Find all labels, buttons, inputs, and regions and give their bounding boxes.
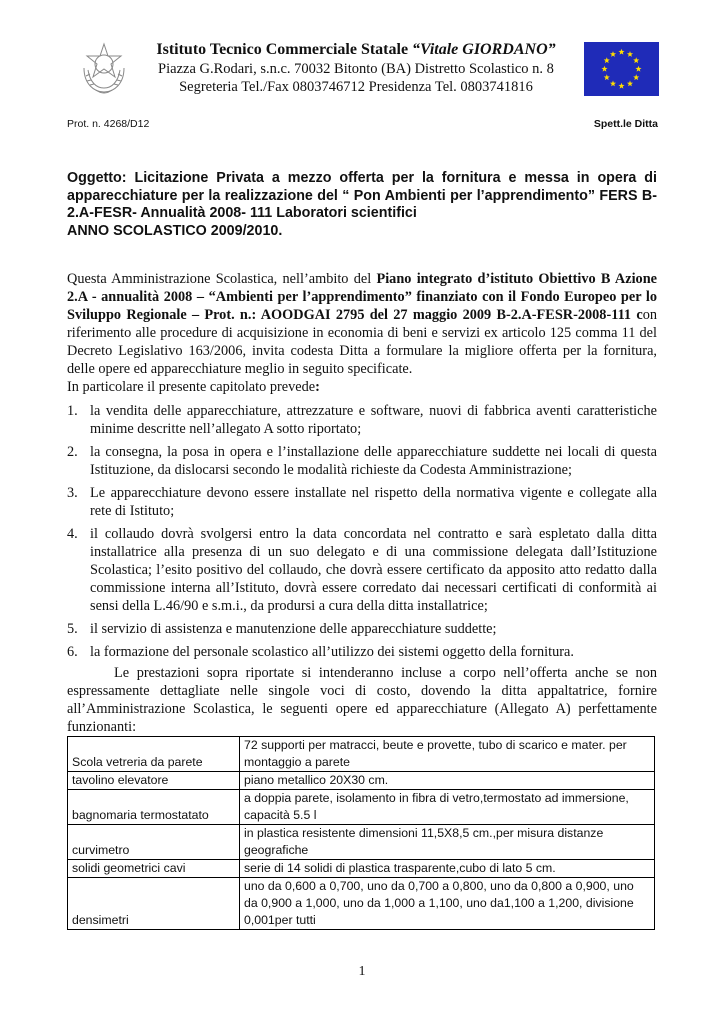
table-row <box>68 737 655 772</box>
table-row <box>68 860 655 878</box>
item-description: piano metallico 20X30 cm. <box>240 772 655 790</box>
intro-part2: on riferimento alle procedure di acquisizione in economia di beni e servizi ex articolo 125 comma 11 del Decreto Legislativo 163/2006, invita codesta Ditta a formulare la migliore offerta per la fornitura, delle opere ed apparecchiature meglio in seguito specificate. <box>67 307 657 377</box>
flag-star <box>635 66 641 72</box>
item-name: solidi geometrici cavi <box>68 860 240 878</box>
item-name: curvimetro <box>68 825 240 860</box>
flag-star <box>627 51 633 57</box>
italian-republic-emblem-icon <box>78 40 130 96</box>
flag-star <box>604 74 610 80</box>
list-item-text: il servizio di assistenza e manutenzione delle apparecchiature suddette; <box>90 621 497 637</box>
school-year: ANNO SCOLASTICO 2009/2010. <box>67 222 283 239</box>
item-name: densimetri <box>68 878 240 930</box>
letterhead <box>140 40 572 96</box>
list-item-number: 5. <box>67 621 78 637</box>
list-item-number: 6. <box>67 644 78 660</box>
intro-project-reference: Piano integrato d’istituto Obiettivo B Azione 2.A - annualità 2008 – “Ambienti per l’apprendimento” finanziato con il Fondo Europeo per lo Sviluppo Regionale – Prot. n.: AOODGAI 2795 del 27 maggio 2009 B-2.A-FESR-2008-111 c <box>67 271 657 323</box>
item-description: in plastica resistente dimensioni 11,5X8,5 cm.,per misura distanze geografiche <box>240 825 655 860</box>
recipient: Spett.le Ditta <box>593 118 658 130</box>
list-item <box>67 620 657 638</box>
list-item-text: la formazione del personale scolastico all’utilizzo dei sistemi oggetto della fornitura. <box>90 644 574 660</box>
list-item <box>67 443 657 479</box>
flag-star <box>610 81 616 87</box>
flag-star <box>618 83 624 89</box>
list-item-number: 3. <box>67 485 78 501</box>
list-item <box>67 484 657 520</box>
flag-star <box>601 66 607 72</box>
list-item-text: il collaudo dovrà svolgersi entro la data concordata nel contratto e sarà espletato dalla ditta installatrice alla presenza di un suo delegato e di una commissione delegata dall’Istituzione Scolastica; l’esito positivo del collaudo, che dovrà essere certificato da apposito atto redatto dalla commissione interna all’Istituto, dovrà essere corredato dai necessari certificati di conformità ai sensi della L.46/90 e s.m.i., da prodursi a cura della ditta installatrice; <box>90 526 657 614</box>
subject-block <box>67 170 657 240</box>
list-item-text: la vendita delle apparecchiature, attrezzature e software, nuovi di fabbrica aventi caratteristiche minime descritte nell’allegato A sotto riportato; <box>90 403 657 437</box>
item-description: 72 supporti per matracci, beute e provette, tubo di scarico e mater. per montaggio a parete <box>240 737 655 772</box>
item-description: a doppia parete, isolamento in fibra di vetro,termostato ad immersione, capacità 5.5 l <box>240 790 655 825</box>
list-item-number: 2. <box>67 444 78 460</box>
school-contacts: Segreteria Tel./Fax 0803746712 Presidenza Tel. 0803741816 <box>179 79 533 95</box>
equipment-table <box>67 736 655 930</box>
item-name: bagnomaria termostatato <box>68 790 240 825</box>
particolare-text: In particolare il presente capitolato prevede <box>67 379 316 395</box>
eu-flag-icon <box>584 42 659 96</box>
subject-text: Oggetto: Licitazione Privata a mezzo offerta per la fornitura e messa in opera di apparecchiature per la realizzazione del “ Pon Ambienti per l’apprendimento” FERS B-2.A-FESR- Annualità 2008- 111 Laboratori scientifici <box>67 170 657 221</box>
protocol-number: Prot. n. 4268/D12 <box>67 118 150 130</box>
item-name: Scola vetreria da parete <box>68 737 240 772</box>
table-row <box>68 825 655 860</box>
flag-star <box>610 51 616 57</box>
flag-star <box>633 57 639 63</box>
intro-paragraph <box>67 270 657 378</box>
particolare-colon: : <box>315 379 320 395</box>
school-name-italic: “Vitale GIORDANO” <box>412 41 556 58</box>
item-description: uno da 0,600 a 0,700, uno da 0,700 a 0,800, uno da 0,800 a 0,900, uno da 0,900 a 1,000, uno da 1,000 a 1,100, uno da1,100 a 1,200, divisione 0,001per tutti <box>240 878 655 930</box>
list-item <box>67 643 657 661</box>
particolare-line <box>67 378 657 396</box>
list-item-text: Le apparecchiature devono essere installate nel rispetto della normativa vigente e collegate alla rete di Istituto; <box>90 485 657 519</box>
flag-star <box>618 49 624 55</box>
flag-star <box>633 74 639 80</box>
intro-part1: Questa Amministrazione Scolastica, nell’ambito del <box>67 271 377 287</box>
flag-star <box>627 81 633 87</box>
flag-star <box>604 57 610 63</box>
list-item <box>67 525 657 615</box>
school-name-prefix: Istituto Tecnico Commerciale Statale <box>156 41 413 58</box>
item-description: serie di 14 solidi di plastica trasparente,cubo di lato 5 cm. <box>240 860 655 878</box>
requirements-list <box>67 402 657 666</box>
list-item-number: 4. <box>67 526 78 542</box>
list-item <box>67 402 657 438</box>
list-item-number: 1. <box>67 403 78 419</box>
list-item-text: la consegna, la posa in opera e l’installazione delle apparecchiature suddette nei locali di questa Istituzione, da dislocarsi secondo le modalità richieste da Codesta Amministrazione; <box>90 444 657 478</box>
table-row <box>68 772 655 790</box>
page-number: 1 <box>358 964 366 979</box>
school-name <box>140 40 572 60</box>
table-row <box>68 878 655 930</box>
school-address: Piazza G.Rodari, s.n.c. 70032 Bitonto (BA) Distretto Scolastico n. 8 <box>158 61 554 77</box>
table-row <box>68 790 655 825</box>
prestazioni-paragraph: Le prestazioni sopra riportate si intenderanno incluse a corpo nell’offerta anche se non espressamente dettagliate nelle singole voci di costo, dovendo la ditta appaltatrice, fornire all’Amministrazione Scolastica, le seguenti opere ed apparecchiature (Allegato A) perfettamente funzionanti: <box>67 665 657 735</box>
item-name: tavolino elevatore <box>68 772 240 790</box>
